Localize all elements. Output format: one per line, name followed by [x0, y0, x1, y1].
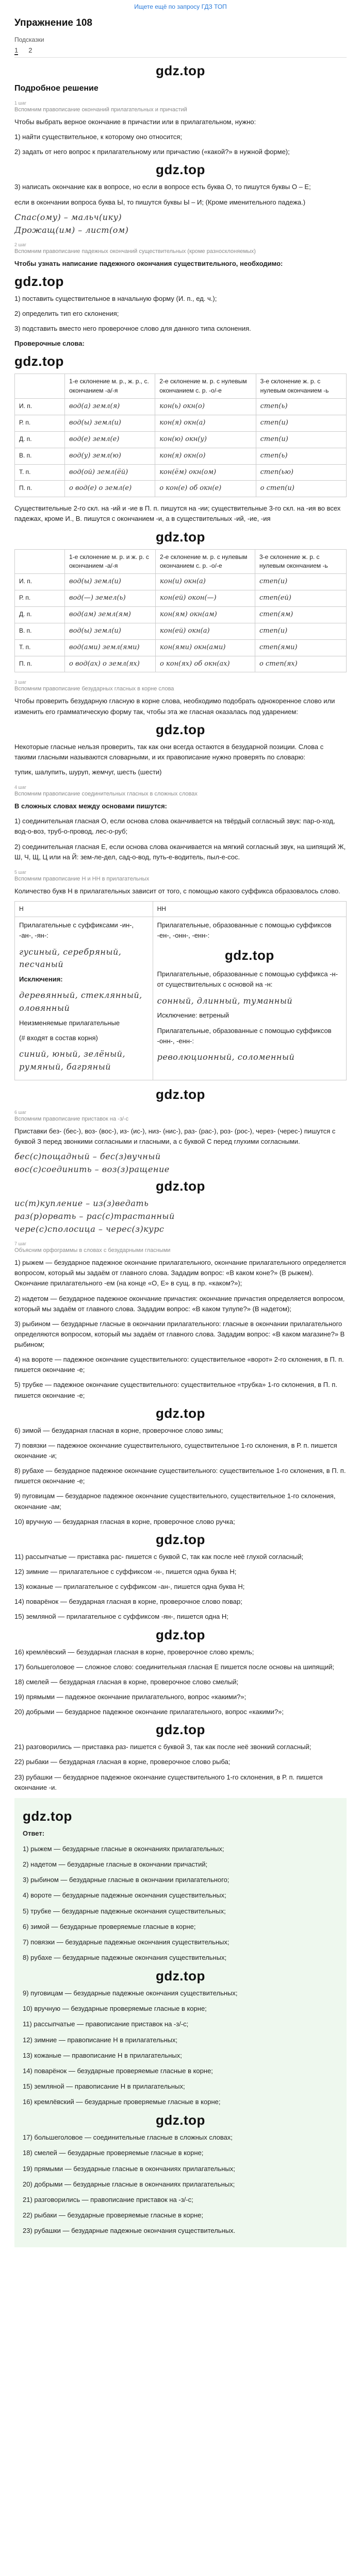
- list-item: 14) поварёнок — безударная гласная в корне, проверочное слово повар;: [14, 1598, 242, 1606]
- list-item: 16) кремлёвский — безударная гласная в корне, проверочное слово кремль;: [14, 1648, 254, 1656]
- table-cell: о кон(ях) об окн(ах): [156, 656, 255, 672]
- table-cell: кон(ей) окон(—): [156, 590, 255, 607]
- watermark: gdz.top: [156, 1086, 205, 1102]
- list-item: 2) надетом — безударное падежное окончание причастия: окончание причастия определяется вопросом, который мы задаём от главного слова. Зададим вопрос: «В каком тулупе?» (В надетом);: [14, 1294, 345, 1313]
- step-3-p1: Чтобы проверить безударную гласную в корне слова, необходимо подобрать однокоренное слово или изменить его грамматическую форму так, чтобы эта же гласная оказалась под ударением:: [14, 697, 335, 716]
- table-cell: вод(е) земл(е): [65, 431, 155, 448]
- table-header-cell: [15, 374, 65, 399]
- step-2: [14, 242, 347, 673]
- plural-note: Существительные 2-го скл. на -ий и -ие в П. п. пишутся на -ии; существительные 3-го скл. на -ия во всех падежах, кроме И., В. пишутся с окончанием -и, а в существительных -ий, -ие, -ия: [14, 504, 341, 523]
- watermark: gdz.top: [14, 353, 64, 369]
- watermark: gdz.top: [156, 721, 205, 737]
- answer-list: [23, 1844, 338, 2236]
- n-rule-2: Неизменяемые прилагательные: [19, 1019, 120, 1027]
- step-1-p2: 1) найти существительное, к которому оно относится;: [14, 133, 182, 141]
- prefix-example-1: бес(с)пощадный – бес(з)вучный: [14, 1151, 161, 1162]
- step-3-tag: 3 шаг: [14, 680, 27, 685]
- table-cell: кон(я) окн(а): [155, 415, 256, 432]
- list-item: 1) рыжем — безударные гласные в окончаниях прилагательных;: [23, 1845, 224, 1853]
- watermark: gdz.top: [156, 529, 205, 545]
- table-row: [15, 431, 347, 448]
- table-row: [15, 656, 347, 672]
- list-item: 15) земляной — прилагательное с суффиксом -ян-, пишется одна Н;: [14, 1613, 228, 1621]
- step-4-p1: 1) соединительная гласная О, если основа слова оканчивается на твёрдый согласный звук: пар-о-ход, вод-о-воз, труб-о-провод, лес-о-руб;: [14, 817, 335, 836]
- tab-1[interactable]: 1: [14, 46, 19, 54]
- table-cell: о кон(е) об окн(е): [155, 481, 256, 497]
- n-example-1: гусиный, серебряный, песчаный: [19, 946, 122, 970]
- table-cell: о вод(е) о земл(е): [65, 481, 155, 497]
- list-item: 9) пуговицам — безударное падежное окончание существительного, существительное 1-го склонения, окончание -ам;: [14, 1492, 336, 1511]
- list-item: 4) вороте — безударные падежные окончания существительных;: [23, 1891, 226, 1900]
- table-cell: степ(и): [256, 415, 346, 432]
- table-cell: степ(ь): [256, 448, 346, 464]
- table-cell: вод(ы) земл(и): [65, 574, 156, 590]
- list-item: 22) рыбаки — безударная гласная в корне, проверочное слово рыба;: [14, 1758, 231, 1766]
- step-1: [14, 100, 347, 235]
- n-rule-1: Прилагательные с суффиксами -ин-, -ан-, -ян-:: [19, 921, 134, 940]
- explanation-list: [14, 1258, 347, 1793]
- table-header-nn: НН: [153, 901, 346, 917]
- list-item: 12) зимние — прилагательное с суффиксом -н-, пишется одна буква Н;: [14, 1568, 237, 1576]
- watermark: gdz.top: [14, 273, 64, 289]
- table-row: [15, 639, 347, 656]
- answer-title: Ответ:: [23, 1829, 45, 1837]
- step-6-p1: Приставки без- (бес-), воз- (вос-), из- (ис-), низ- (нис-), раз- (рас-), роз- (рос-), через- (черес-) пишутся с буквой З перед звонкими согласными и гласными, а с буквой С перед глухими согласными.: [14, 1127, 336, 1145]
- step-5: [14, 870, 347, 1103]
- list-item: 20) добрыми — безударные гласные в окончаниях прилагательных;: [23, 2180, 235, 2188]
- table-cell: степ(ям): [255, 607, 346, 623]
- n-column: [15, 917, 153, 1080]
- step-3-p2: Некоторые гласные нельзя проверить, так как они всегда остаются в безударной позиции. Слова с такими гласными называются словарными, и их правописание нужно проверять по словарю:: [14, 742, 324, 761]
- list-item: 3) рыбином — безударные гласные в окончании прилагательного;: [23, 1876, 229, 1884]
- list-item: 19) прямыми — падежное окончание прилагательного, вопрос «какими?»;: [14, 1693, 247, 1701]
- handwriting-example-1: Спас(ому) – мальч(ику): [14, 212, 122, 222]
- n-nn-table: [14, 901, 347, 1080]
- answer-block: [14, 1798, 347, 2247]
- step-2-step-2: 2) определить тип его склонения;: [14, 309, 119, 317]
- table-row: [15, 590, 347, 607]
- list-item: 22) рыбаки — безударные проверяемые гласные в корне;: [23, 2211, 203, 2219]
- step-4-tag: 4 шаг: [14, 785, 27, 790]
- list-item: 4) на вороте — падежное окончание существительного: существительное «ворот» 2-го склонения, в П. п. пишется окончание -е;: [14, 1355, 344, 1374]
- watermark: gdz.top: [156, 1968, 205, 1984]
- table-row: [15, 399, 347, 415]
- case-label: В. п.: [15, 448, 65, 464]
- step-6: [14, 1110, 347, 1234]
- table-header-cell: [15, 549, 65, 574]
- list-item: 18) смелей — безударные проверяемые гласные в корне;: [23, 2149, 204, 2157]
- step-4: [14, 785, 347, 862]
- n-exceptions-label: Исключения:: [19, 975, 63, 984]
- list-item: 19) прямыми — безударные гласные в окончаниях прилагательных;: [23, 2164, 235, 2173]
- case-label: Т. п.: [15, 639, 65, 656]
- watermark: gdz.top: [156, 1722, 205, 1738]
- step-2-intro: Чтобы узнать написание падежного окончания существительного, необходимо:: [14, 259, 283, 267]
- step-7-tag: 7 шаг: [14, 1241, 27, 1247]
- case-label: И. п.: [15, 399, 65, 415]
- case-label: В. п.: [15, 623, 65, 639]
- watermark: gdz.top: [224, 947, 274, 963]
- n-rule-2-note: (# входят в состав корня): [19, 1034, 98, 1042]
- step-5-lead: Количество букв Н в прилагательных зависит от того, с помощью какого суффикса образовалось слово.: [14, 887, 340, 895]
- nn-rule-1: Прилагательные, образованные с помощью суффиксов -ен-, -онн-, -енн-:: [157, 921, 332, 940]
- content: [0, 18, 361, 2247]
- table-header-cell: 2-е склонение м. р. с нулевым окончанием с. р. -о/-е: [155, 374, 256, 399]
- step-7-title: Объясним орфограммы в словах с безударными гласными: [14, 1247, 171, 1254]
- table-cell: степ(и): [255, 623, 346, 639]
- step-3: [14, 680, 347, 777]
- divider: [14, 57, 347, 58]
- table-cell: кон(ём) окн(ом): [155, 464, 256, 481]
- watermark: gdz.top: [156, 1531, 205, 1547]
- table-cell: кон(ям) окн(ам): [156, 607, 255, 623]
- step-2-step-3: 3) подставить вместо него проверочное слово для данного типа склонения.: [14, 325, 251, 333]
- table-row: [15, 448, 347, 464]
- watermark: gdz.top: [156, 162, 205, 178]
- case-label: Д. п.: [15, 607, 65, 623]
- nn-rule-2: Прилагательные, образованные с помощью суффикса -н- от существительных с основой на -н:: [157, 970, 338, 989]
- hints-label: Подсказки: [14, 36, 44, 43]
- watermark: gdz.top: [156, 1405, 205, 1421]
- declension-table-singular: [14, 374, 347, 497]
- watermark: gdz.top: [156, 2112, 205, 2128]
- declension-table-plural: [14, 549, 347, 673]
- page-title: Упражнение 108: [14, 18, 92, 28]
- table-cell: кон(ю) окн(у): [155, 431, 256, 448]
- table-cell: о вод(ах) о земл(ях): [65, 656, 156, 672]
- list-item: 3) рыбином — безударные гласные в окончании прилагательного: гласные в окончании прилагательного определяются вопросом, который мы задаём от главного слова. Зададим вопрос: «В каком магазине?» В рыбином;: [14, 1319, 345, 1349]
- step-1-p3: 2) задать от него вопрос к прилагательному или причастию («какой?» в нужной форме);: [14, 148, 290, 156]
- prefix-example-5: чере(с)сполосица – черес(з)курс: [14, 1224, 165, 1234]
- table-cell: кон(ей) окн(а): [156, 623, 255, 639]
- step-4-lead: В сложных словах между основами пишутся:: [14, 802, 167, 810]
- table-cell: вод(ой) земл(ёй): [65, 464, 155, 481]
- step-1-p5: если в окончании вопроса буква Ы, то пишутся буквы Ы – И; (Кроме именительного падежа.): [14, 198, 306, 206]
- nn-example-1: сонный, длинный, туманный: [157, 995, 293, 1006]
- prefix-example-2: вос(с)соединить – воз(з)ращение: [14, 1164, 170, 1175]
- list-item: 9) пуговицам — безударные падежные окончания существительных;: [23, 1989, 238, 1997]
- table-cell: степ(ь): [256, 399, 346, 415]
- table-cell: вод(ы) земл(и): [65, 415, 155, 432]
- top-search-link[interactable]: Ищете ещё по запросу ГДЗ ТОП: [134, 3, 227, 10]
- watermark: gdz.top: [156, 1626, 205, 1642]
- table-cell: вод(—) земел(ь): [65, 590, 156, 607]
- table-cell: кон(и) окн(а): [156, 574, 255, 590]
- list-item: 1) рыжем — безударное падежное окончание прилагательного, окончание прилагательного определяется вопросом, который мы задаём от главного слова. Зададим вопрос: «В каком коне?» (В рыжем). Окончание прилагательного -ем (на конце «О, Е» в сущ. в пр. «каком?»);: [14, 1259, 346, 1287]
- list-item: 21) разговорились — приставка раз- пишется с буквой З, так как после неё звонкий согласный;: [14, 1743, 311, 1751]
- list-item: 11) рассыпчатые — приставка рас- пишется с буквой С, так как после неё глухой согласный;: [14, 1552, 304, 1561]
- table-cell: степ(ью): [256, 464, 346, 481]
- step-5-tag: 5 шаг: [14, 869, 27, 875]
- step-5-title: Вспомним правописание Н и НН в прилагательных: [14, 875, 150, 882]
- step-1-p4: 3) написать окончание как в вопросе, но если в вопросе есть буква О, то пишутся буквы О – Е;: [14, 183, 311, 191]
- case-label: Т. п.: [15, 464, 65, 481]
- step-2-title: Вспомним правописание падежных окончаний существительных (кроме разносклоняемых): [14, 248, 256, 255]
- table-cell: вод(ы) земл(и): [65, 623, 156, 639]
- check-title: Проверочные слова:: [14, 340, 85, 348]
- table-cell: степ(ями): [255, 639, 346, 656]
- step-1-p1: Чтобы выбрать верное окончание в причастии или в прилагательном, нужно:: [14, 118, 256, 126]
- list-item: 6) зимой — безударная гласная в корне, проверочное слово зимы;: [14, 1426, 223, 1434]
- table-header-cell: 3-е склонение ж. р. с нулевым окончанием -ь: [255, 549, 346, 574]
- watermark: gdz.top: [156, 63, 205, 78]
- watermark: gdz.top: [156, 1178, 205, 1194]
- list-item: 16) кремлёвский — безударные проверяемые гласные в корне;: [23, 2098, 221, 2106]
- case-label: Д. п.: [15, 431, 65, 448]
- list-item: 17) большеголовое — соединительные гласные в сложных словах;: [23, 2133, 233, 2142]
- table-cell: кон(ями) окн(ами): [156, 639, 255, 656]
- list-item: 8) рубахе — безударное падежное окончание существительного: существительное 1-го склонения, в П. п. пишется окончание -е;: [14, 1467, 346, 1485]
- list-item: 8) рубахе — безударные падежные окончания существительных;: [23, 1953, 227, 1961]
- case-label: И. п.: [15, 574, 65, 590]
- n-example-2: синий, юный, зелёный, румяный, багряный: [19, 1049, 126, 1072]
- table-cell: вод(а) земл(я): [65, 399, 155, 415]
- table-row: [15, 574, 347, 590]
- table-cell: степ(и): [256, 431, 346, 448]
- nn-column: [153, 917, 346, 1080]
- table-header-n: Н: [15, 901, 153, 917]
- tabs: [14, 46, 347, 55]
- step-6-title: Вспомним правописание приставок на -з/-с: [14, 1115, 129, 1122]
- list-item: 12) зимние — правописание Н в прилагательных;: [23, 2036, 178, 2044]
- table-cell: вод(ам) земл(ям): [65, 607, 156, 623]
- list-item: 5) трубке — безударные падежные окончания существительных;: [23, 1907, 226, 1915]
- list-item: 13) кожаные — правописание Н в прилагательных;: [23, 2051, 182, 2059]
- step-3-title: Вспомним правописание безударных гласных в корне слова: [14, 686, 174, 692]
- step-6-tag: 6 шаг: [14, 1109, 27, 1115]
- step-4-p2: 2) соединительная гласная Е, если основа слова оканчивается на мягкий согласный звук, на шипящий Ж, Ш, Ч, Щ, Ц или на Й: зем-ле-дел, сад-о-вод, путь-е-водитель, пыл-е-сос.: [14, 842, 346, 861]
- table-cell: о степ(ях): [255, 656, 346, 672]
- prefix-example-3: ис(т)купление – из(з)ведать: [14, 1198, 149, 1209]
- nn-example-2: революционный, соломенный: [157, 1052, 295, 1062]
- table-cell: степ(ей): [255, 590, 346, 607]
- table-header-cell: 1-е склонение м. р. и ж. р. с окончанием -а/-я: [65, 549, 156, 574]
- list-item: 15) земляной — правописание Н в прилагательных;: [23, 2082, 185, 2090]
- list-item: 21) разговорились — правописание приставок на -з/-с;: [23, 2195, 193, 2204]
- n-exceptions: деревянный, стеклянный, оловянный: [19, 990, 142, 1013]
- step-1-title: Вспомним правописание окончаний прилагательных и причастий: [14, 107, 187, 113]
- step-7: [14, 1241, 347, 1793]
- prefix-example-4: раз(р)орвать – рас(с)трастанный: [14, 1211, 175, 1222]
- list-item: 11) рассыпчатые — правописание приставок на -з/-с;: [23, 2020, 189, 2028]
- case-label: Р. п.: [15, 415, 65, 432]
- step-2-tag: 2 шаг: [14, 242, 27, 247]
- table-cell: вод(ами) земл(ями): [65, 639, 156, 656]
- solution-heading: Подробное решение: [14, 84, 99, 93]
- list-item: 2) надетом — безударные гласные в окончании причастий;: [23, 1860, 208, 1869]
- list-item: 6) зимой — безударные проверяемые гласные в корне;: [23, 1922, 196, 1930]
- list-item: 14) поварёнок — безударные проверяемые гласные в корне;: [23, 2066, 213, 2075]
- list-item: 5) трубке — падежное окончание существительного: существительное «трубка» 1-го склонения, в П. п. пишется окончание -е;: [14, 1381, 337, 1399]
- list-item: 18) смелей — безударная гласная в корне, проверочное слово смелый;: [14, 1677, 239, 1686]
- table-row: [15, 607, 347, 623]
- table-row: [15, 415, 347, 432]
- list-item: 17) большеголовое — сложное слово: соединительная гласная Е пишется после основы на шипящий;: [14, 1663, 335, 1671]
- list-item: 20) добрыми — безударное падежное окончание прилагательного, вопрос «какими?»;: [14, 1708, 284, 1716]
- case-label: П. п.: [15, 656, 65, 672]
- step-2-step-1: 1) поставить существительное в начальную форму (И. п., ед. ч.);: [14, 294, 217, 302]
- list-item: 23) рубашки — безударные падежные окончания существительных.: [23, 2227, 236, 2235]
- table-row: [15, 481, 347, 497]
- table-cell: кон(ь) окн(о): [155, 399, 256, 415]
- list-item: 23) рубашки — безударное падежное окончание существительного 1-го склонения, в Р. п. пишется окончание -и.: [14, 1773, 323, 1791]
- table-row: [15, 623, 347, 639]
- tab-2[interactable]: 2: [28, 46, 32, 54]
- nn-rule-3: Прилагательные, образованные с помощью суффиксов -онн-, -енн-:: [157, 1026, 332, 1045]
- table-cell: степ(и): [255, 574, 346, 590]
- step-1-tag: 1 шаг: [14, 100, 27, 106]
- list-item: 13) кожаные — прилагательное с суффиксом -ан-, пишется одна буква Н;: [14, 1583, 245, 1591]
- list-item: 10) вручную — безударная гласная в корне, проверочное слово ручка;: [14, 1517, 235, 1526]
- step-4-title: Вспомним правописание соединительных гласных в сложных словах: [14, 791, 198, 798]
- table-row: [15, 464, 347, 481]
- table-cell: кон(я) окн(о): [155, 448, 256, 464]
- list-item: 7) повязки — безударные падежные окончания существительных;: [23, 1938, 229, 1946]
- handwriting-example-2: Дрожащ(им) – лист(ом): [14, 225, 129, 235]
- table-cell: вод(у) земл(ю): [65, 448, 155, 464]
- list-item: 10) вручную — безударные проверяемые гласные в корне;: [23, 2005, 207, 2013]
- nn-exception: Исключение: ветреный: [157, 1011, 229, 1020]
- table-header-cell: 1-е склонение м. р., ж. р., с. окончанием -а/-я: [65, 374, 155, 399]
- case-label: Р. п.: [15, 590, 65, 607]
- case-label: П. п.: [15, 481, 65, 497]
- table-header-cell: 3-е склонение ж. р. с нулевым окончанием -ь: [256, 374, 346, 399]
- step-3-p3: тупик, шалупить, шуруп, жемчуг, шесть (шести): [14, 768, 162, 776]
- table-cell: о степ(и): [256, 481, 346, 497]
- watermark: gdz.top: [23, 1808, 72, 1824]
- table-header-cell: 2-е склонение м. р. с нулевым окончанием с. р. -о/-е: [156, 549, 255, 574]
- top-bar: [0, 0, 361, 13]
- list-item: 7) повязки — падежное окончание существительного, существительное 1-го склонения, в Р. п. пишется окончание -и;: [14, 1441, 337, 1460]
